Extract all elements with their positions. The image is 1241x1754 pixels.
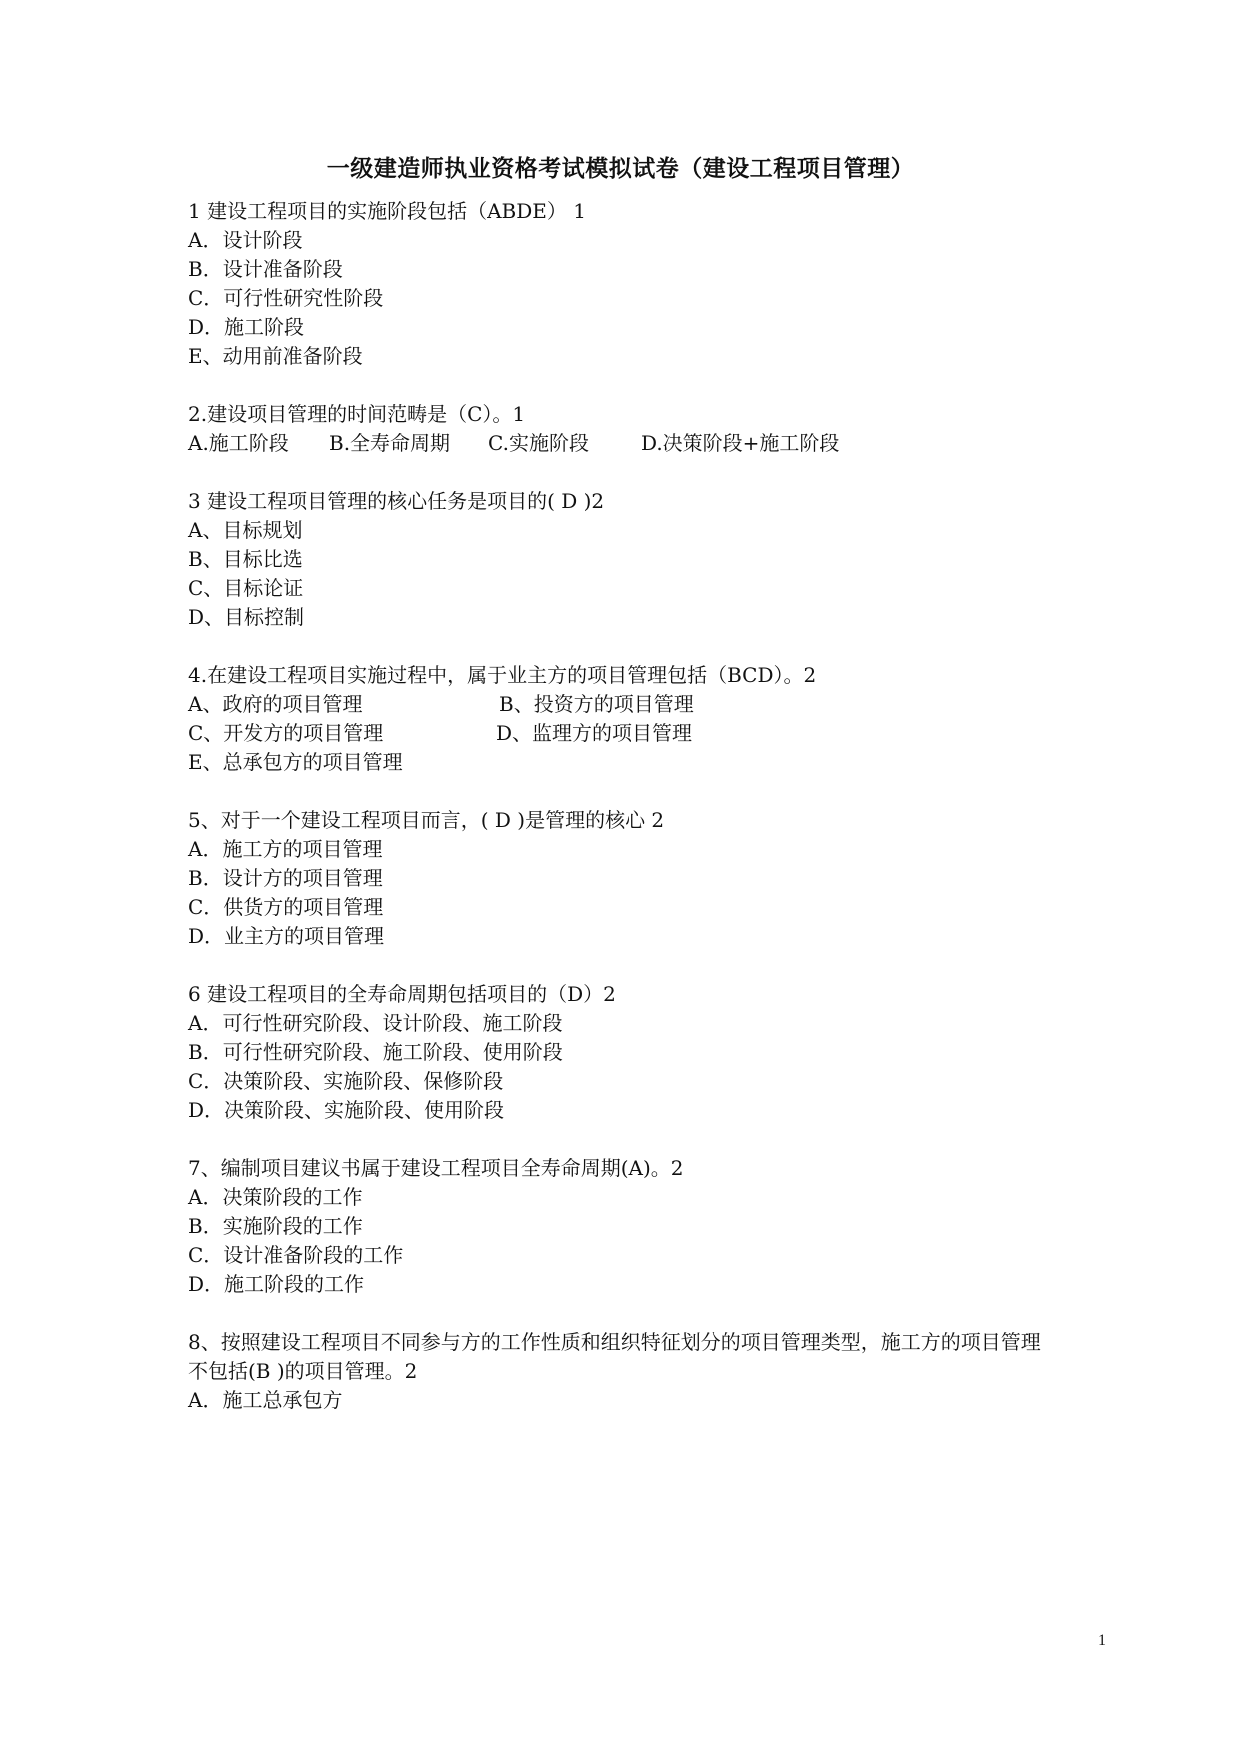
question-5-option-b: B．设计方的项目管理 [188, 866, 383, 890]
question-3-option-d: D、目标控制 [188, 605, 305, 629]
question-1-option-c: C．可行性研究性阶段 [188, 286, 384, 310]
question-8-stem-line-2: 不包括(B )的项目管理。2 [188, 1359, 418, 1383]
question-7-stem: 7、编制项目建议书属于建设工程项目全寿命周期(A)。2 [188, 1156, 684, 1180]
question-4-option-e: E、总承包方的项目管理 [188, 750, 403, 774]
question-2-option-a: A.施工阶段 [188, 431, 289, 455]
question-4-option-b: B、投资方的项目管理 [499, 692, 694, 716]
question-7-option-a: A．决策阶段的工作 [188, 1185, 363, 1209]
question-8-stem-line-1: 8、按照建设工程项目不同参与方的工作性质和组织特征划分的项目管理类型，施工方的项目管理 [188, 1330, 1041, 1354]
question-6-option-c: C．决策阶段、实施阶段、保修阶段 [188, 1069, 504, 1093]
question-1-option-d: D．施工阶段 [188, 315, 305, 339]
question-5-stem: 5、对于一个建设工程项目而言，( D )是管理的核心 2 [188, 808, 665, 832]
question-5-option-c: C．供货方的项目管理 [188, 895, 384, 919]
question-2-option-b: B.全寿命周期 [329, 431, 451, 455]
question-2-option-c: C.实施阶段 [488, 431, 589, 455]
question-3-option-a: A、目标规划 [188, 518, 303, 542]
question-5-option-d: D．业主方的项目管理 [188, 924, 385, 948]
question-6-option-d: D．决策阶段、实施阶段、使用阶段 [188, 1098, 505, 1122]
question-6-option-a: A．可行性研究阶段、设计阶段、施工阶段 [188, 1011, 563, 1035]
question-4-option-c: C、开发方的项目管理 [188, 721, 384, 745]
question-7-option-c: C．设计准备阶段的工作 [188, 1243, 404, 1267]
question-4-stem: 4.在建设工程项目实施过程中，属于业主方的项目管理包括（BCD）。2 [188, 663, 817, 687]
question-6-option-b: B．可行性研究阶段、施工阶段、使用阶段 [188, 1040, 563, 1064]
question-1-stem: 1 建设工程项目的实施阶段包括（ABDE） 1 [188, 199, 586, 223]
question-3-option-c: C、目标论证 [188, 576, 304, 600]
question-7-option-d: D．施工阶段的工作 [188, 1272, 365, 1296]
question-3-option-b: B、目标比选 [188, 547, 303, 571]
question-3-stem: 3 建设工程项目管理的核心任务是项目的( D )2 [188, 489, 605, 513]
question-7-option-b: B．实施阶段的工作 [188, 1214, 363, 1238]
question-2-stem: 2.建设项目管理的时间范畴是（C）。1 [188, 402, 526, 426]
question-8-option-a: A．施工总承包方 [188, 1388, 343, 1412]
question-4-option-d: D、监理方的项目管理 [496, 721, 693, 745]
document-title: 一级建造师执业资格考试模拟试卷（建设工程项目管理） [326, 155, 915, 182]
question-2-option-d: D.决策阶段+施工阶段 [641, 431, 840, 455]
question-5-option-a: A．施工方的项目管理 [188, 837, 383, 861]
question-6-stem: 6 建设工程项目的全寿命周期包括项目的（D）2 [188, 982, 616, 1006]
question-4-option-a: A、政府的项目管理 [188, 692, 363, 716]
page-number: 1 [1098, 1632, 1106, 1649]
question-1-option-b: B．设计准备阶段 [188, 257, 343, 281]
question-1-option-e: E、动用前准备阶段 [188, 344, 363, 368]
question-1-option-a: A．设计阶段 [188, 228, 303, 252]
